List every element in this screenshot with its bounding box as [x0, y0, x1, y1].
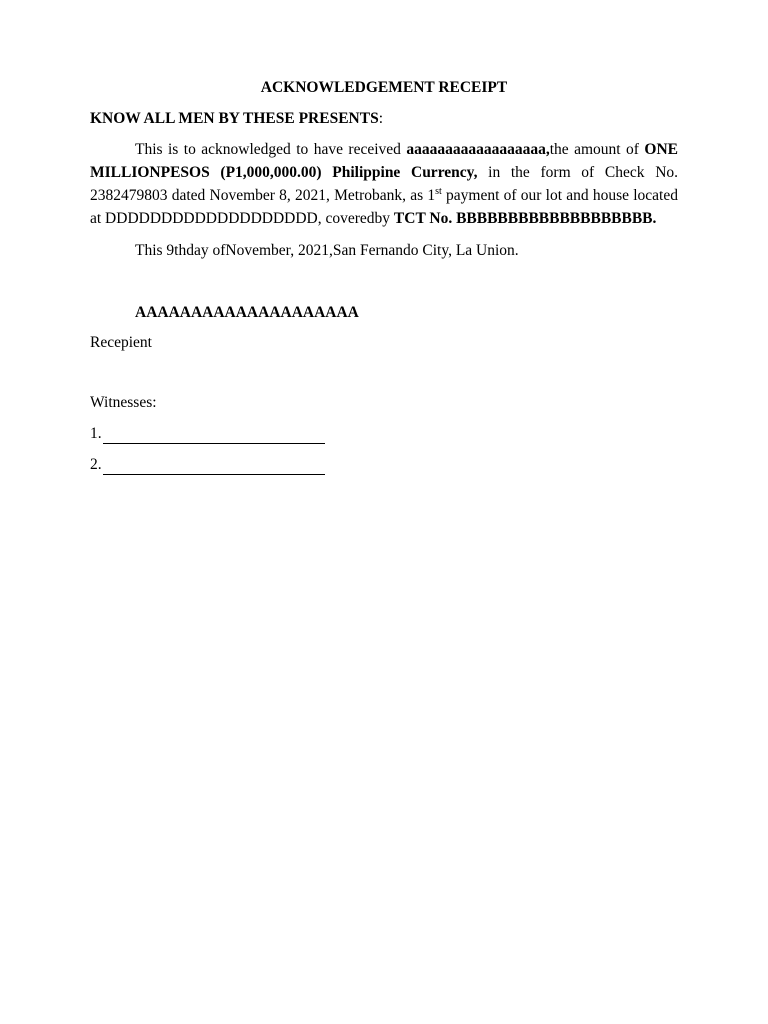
- ordinal-suffix: st: [435, 185, 442, 197]
- body-text-2: the amount of: [549, 141, 645, 158]
- body-text-4: payment of our lot and house located at DDDDDDDDDDDDDDDDDDD, coveredby: [90, 187, 678, 227]
- date-line: This 9thday ofNovember, 2021,San Fernando City, La Union.: [135, 242, 519, 259]
- witness-line-2: [90, 455, 678, 475]
- payer-name: aaaaaaaaaaaaaaaaaa,: [406, 141, 550, 158]
- amount-words: ONE MILLIONPESOS (P1,000,000.00) Philippine Currency,: [90, 141, 678, 181]
- signature-blank: [103, 460, 325, 475]
- intro-colon: :: [378, 110, 384, 127]
- document-page: [90, 78, 678, 475]
- signatory-name: AAAAAAAAAAAAAAAAAAAA: [135, 304, 359, 321]
- witnesses-label: Witnesses:: [90, 394, 157, 411]
- body-text-3: in the form of Check No. 2382479803 dated November 8, 2021, Metrobank, as 1: [90, 164, 679, 204]
- recipient-label: Recepient: [90, 334, 152, 351]
- intro-bold-text: KNOW ALL MEN BY THESE PRESENTS: [90, 110, 379, 127]
- witness-line-1: [90, 424, 678, 444]
- body-paragraph: [90, 138, 678, 230]
- witness-number: 2.: [90, 456, 102, 473]
- tct-number: TCT No. BBBBBBBBBBBBBBBBBBB.: [393, 210, 657, 227]
- intro-line: [90, 109, 678, 129]
- witness-number: 1.: [90, 425, 102, 442]
- signature-blank: [103, 429, 325, 444]
- body-text-1: This is to acknowledged to have received: [135, 141, 407, 158]
- document-title: ACKNOWLEDGEMENT RECEIPT: [260, 79, 508, 96]
